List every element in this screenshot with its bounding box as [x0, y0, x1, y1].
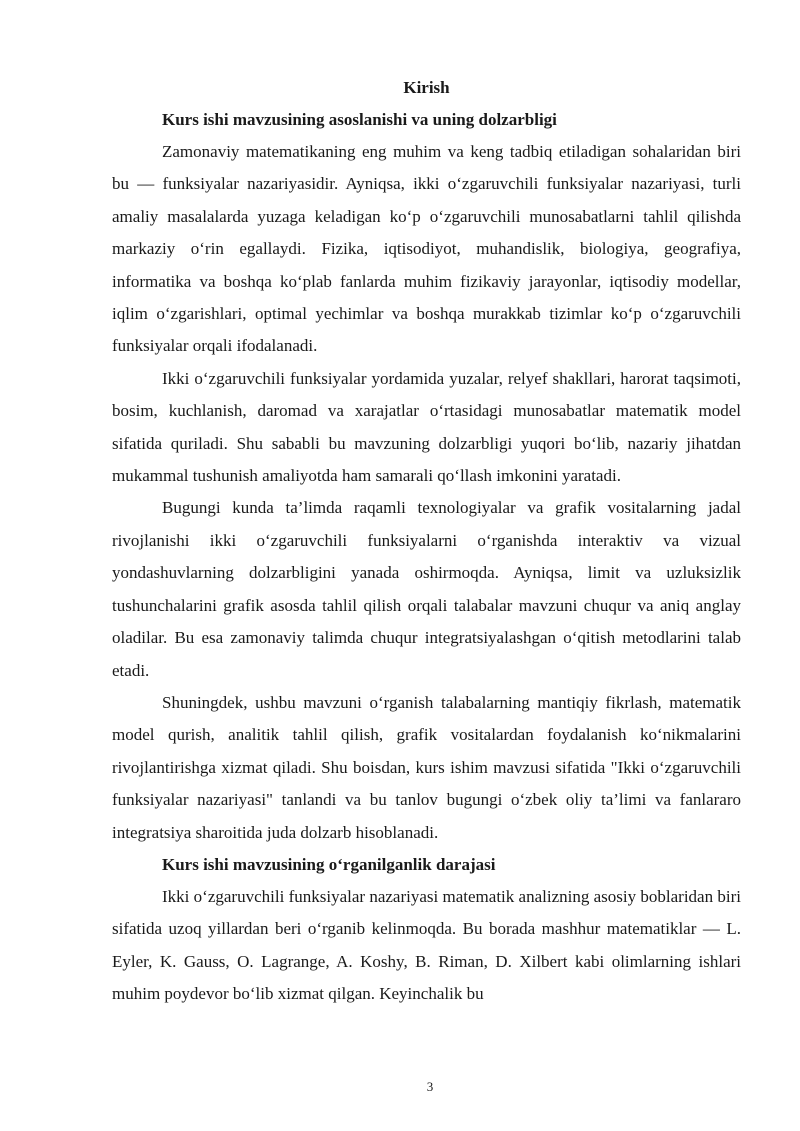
page-number: 3 [426, 1079, 434, 1094]
section-heading-study-level: Kurs ishi mavzusining o‘rganilganlik darajasi [162, 854, 496, 874]
paragraph: Zamonaviy matematikaning eng muhim va keng tadbiq etiladigan sohalaridan biri bu — funksiyalar nazariyasidir. Ayniqsa, ikki o‘zgaruvchili funksiyalar nazariyasi, turli amaliy masalalarda yuzaga keladigan ko‘p o‘zgaruvchili munosabatlarni tahlil qilishda markaziy o‘rin egallaydi. Fizika, iqtisodiyot, muhandislik, biologiya, geografiya, informatika va boshqa ko‘plab fanlarda muhim fizikaviy jarayonlar, iqtisodiy modellar, iqlim o‘zgarishlari, optimal yechimlar va boshqa murakkab tizimlar ko‘p o‘zgaruvchili funksiyalar orqali ifodalanadi. [112, 142, 741, 356]
paragraph: Ikki o‘zgaruvchili funksiyalar nazariyasi matematik analizning asosiy boblaridan biri sifatida uzoq yillardan beri o‘rganib kelinmoqda. Bu borada mashhur matematiklar — L. Eyler, K. Gauss, O. Lagrange, A. Koshy, B. Riman, D. Xilbert kabi olimlarning ishlari muhim poydevor bo‘lib xizmat qilgan. Keyinchalik bu [112, 886, 741, 1004]
paragraph: Shuningdek, ushbu mavzuni o‘rganish talabalarning mantiqiy fikrlash, matematik model qurish, analitik tahlil qilish, grafik vositalardan foydalanish ko‘nikmalarini rivojlantirishga xizmat qiladi. Shu boisdan, kurs ishim mavzusi sifatida "Ikki o‘zgaruvchili funksiyalar nazariyasi" tanlandi va bu tanlov bugungi o‘zbek oliy ta’limi va fanlararo integratsiya sharoitida juda dolzarb hisoblanadi. [112, 692, 741, 842]
paragraph: Ikki o‘zgaruvchili funksiyalar yordamida yuzalar, relyef shakllari, harorat taqsimoti, bosim, kuchlanish, daromad va xarajatlar o‘rtasidagi munosabatlar matematik model sifatida quriladi. Shu sababli bu mavzuning dolzarbligi yuqori bo‘lib, nazariy jihatdan mukammal tushunish amaliyotda ham samarali qo‘llash imkonini yaratadi. [112, 368, 741, 486]
page-content [112, 72, 741, 1011]
paragraph: Bugungi kunda ta’limda raqamli texnologiyalar va grafik vositalarning jadal rivojlanishi ikki o‘zgaruvchili funksiyalarni o‘rganishda interaktiv va vizual yondashuvlarning dolzarbligini yanada oshirmoqda. Ayniqsa, limit va uzluksizlik tushunchalarini grafik asosda tahlil qilish orqali talabalar mavzuni chuqur va aniq anglay oladilar. Bu esa zamonaviy talimda chuqur integratsiyalashgan o‘qitish metodlarini talab etadi. [112, 498, 741, 680]
section-heading-relevance: Kurs ishi mavzusining asoslanishi va uning dolzarbligi [162, 110, 557, 129]
page-title: Kirish [403, 78, 450, 97]
